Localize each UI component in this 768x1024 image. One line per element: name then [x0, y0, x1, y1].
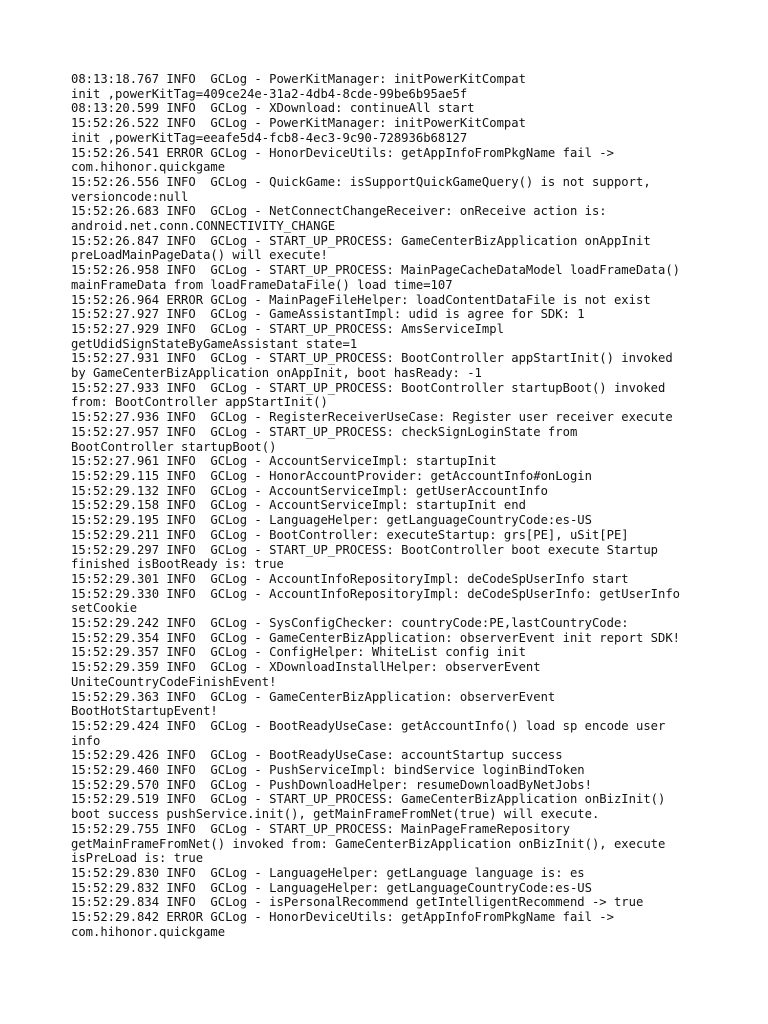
log-line: finished isBootReady is: true — [71, 557, 284, 572]
log-line: isPreLoad is: true — [71, 851, 204, 866]
log-line: 08:13:18.767 INFO GCLog - PowerKitManager: initPowerKitCompat — [71, 72, 526, 86]
log-line: setCookie — [71, 601, 138, 616]
log-line: 08:13:20.599 INFO GCLog - XDownload: continueAll start — [71, 101, 475, 116]
log-line: 15:52:29.354 INFO GCLog - GameCenterBizApplication: observerEvent init report SDK! — [71, 630, 681, 645]
log-line: 15:52:29.519 INFO GCLog - START_UP_PROCESS: GameCenterBizApplication onBizInit() — [71, 792, 666, 807]
log-line: init ,powerKitTag=eeafe5d4-fcb8-4ec3-9c90-728936b68127 — [71, 130, 468, 145]
log-line: 15:52:29.357 INFO GCLog - ConfigHelper: WhiteList config init — [71, 645, 526, 660]
log-line: 15:52:29.297 INFO GCLog - START_UP_PROCESS: BootController boot execute Startup — [71, 542, 658, 557]
log-line: UniteCountryCodeFinishEvent! — [71, 674, 277, 689]
log-line: 15:52:29.830 INFO GCLog - LanguageHelper: getLanguage language is: es — [71, 865, 585, 880]
log-line: 15:52:29.195 INFO GCLog - LanguageHelper: getLanguageCountryCode:es-US — [71, 513, 592, 528]
log-line: 15:52:27.936 INFO GCLog - RegisterReceiverUseCase: Register user receiver execute — [71, 410, 673, 425]
log-line: 15:52:29.570 INFO GCLog - PushDownloadHelper: resumeDownloadByNetJobs! — [71, 777, 592, 792]
log-line: preLoadMainPageData() will execute! — [71, 248, 328, 263]
log-line: 15:52:29.832 INFO GCLog - LanguageHelper: getLanguageCountryCode:es-US — [71, 880, 592, 895]
log-line: 15:52:29.301 INFO GCLog - AccountInfoRepositoryImpl: deCodeSpUserInfo start — [71, 571, 629, 586]
log-line: getUdidSignStateByGameAssistant state=1 — [71, 336, 358, 351]
log-line: 15:52:26.958 INFO GCLog - START_UP_PROCESS: MainPageCacheDataModel loadFrameData() — [71, 263, 681, 278]
log-line: 15:52:26.847 INFO GCLog - START_UP_PROCESS: GameCenterBizApplication onAppInit — [71, 233, 651, 248]
log-line: 15:52:29.158 INFO GCLog - AccountServiceImpl: startupInit end — [71, 498, 526, 513]
log-line: 15:52:26.522 INFO GCLog - PowerKitManager: initPowerKitCompat — [71, 116, 526, 131]
log-line: 15:52:29.330 INFO GCLog - AccountInfoRepositoryImpl: deCodeSpUserInfo: getUserInfo — [71, 586, 681, 601]
log-line: boot success pushService.init(), getMainFrameFromNet(true) will execute. — [71, 807, 600, 822]
log-line: 15:52:27.929 INFO GCLog - START_UP_PROCESS: AmsServiceImpl — [71, 321, 504, 336]
log-line: 15:52:26.964 ERROR GCLog - MainPageFileHelper: loadContentDataFile is not exist — [71, 292, 651, 307]
log-line: 15:52:29.242 INFO GCLog - SysConfigChecker: countryCode:PE,lastCountryCode: — [71, 616, 629, 631]
log-line: 15:52:27.961 INFO GCLog - AccountServiceImpl: startupInit — [71, 454, 497, 469]
log-line: 15:52:29.363 INFO GCLog - GameCenterBizApplication: observerEvent — [71, 689, 556, 704]
log-line: by GameCenterBizApplication onAppInit, boot hasReady: -1 — [71, 366, 482, 381]
log-line: versioncode:null — [71, 189, 189, 204]
log-line: BootController startupBoot() — [71, 439, 277, 454]
log-line: from: BootController appStartInit() — [71, 395, 328, 410]
log-line: getMainFrameFromNet() invoked from: GameCenterBizApplication onBizInit(), execute — [71, 836, 666, 851]
log-line: init ,powerKitTag=409ce24e-31a2-4db4-8cde-99be6b95ae5f — [71, 86, 468, 101]
log-line: 15:52:29.424 INFO GCLog - BootReadyUseCase: getAccountInfo() load sp encode user — [71, 718, 666, 733]
log-line: 15:52:27.931 INFO GCLog - START_UP_PROCESS: BootController appStartInit() invoked — [71, 351, 673, 366]
log-line: android.net.conn.CONNECTIVITY_CHANGE — [71, 219, 336, 234]
log-line: 15:52:26.541 ERROR GCLog - HonorDeviceUtils: getAppInfoFromPkgName fail -> — [71, 145, 614, 160]
log-line: 15:52:26.556 INFO GCLog - QuickGame: isSupportQuickGameQuery() is not support, — [71, 174, 651, 189]
log-line: com.hihonor.quickgame — [71, 924, 226, 939]
log-document — [71, 72, 711, 939]
log-line: 15:52:29.211 INFO GCLog - BootController: executeStartup: grs[PE], uSit[PE] — [71, 527, 629, 542]
log-line: 15:52:29.426 INFO GCLog - BootReadyUseCase: accountStartup success — [71, 748, 563, 763]
log-line: 15:52:29.460 INFO GCLog - PushServiceImpl: bindService loginBindToken — [71, 763, 585, 778]
log-line: 15:52:29.115 INFO GCLog - HonorAccountProvider: getAccountInfo#onLogin — [71, 468, 592, 483]
log-line: 15:52:29.132 INFO GCLog - AccountServiceImpl: getUserAccountInfo — [71, 483, 548, 498]
log-line: 15:52:27.933 INFO GCLog - START_UP_PROCESS: BootController startupBoot() invoked — [71, 380, 666, 395]
log-line: 15:52:27.927 INFO GCLog - GameAssistantImpl: udid is agree for SDK: 1 — [71, 307, 585, 322]
log-line: com.hihonor.quickgame — [71, 160, 226, 175]
log-line: 15:52:26.683 INFO GCLog - NetConnectChangeReceiver: onReceive action is: — [71, 204, 607, 219]
log-line: mainFrameData from loadFrameDataFile() load time=107 — [71, 277, 453, 292]
log-line: 15:52:29.755 INFO GCLog - START_UP_PROCESS: MainPageFrameRepository — [71, 821, 570, 836]
log-line: 15:52:29.842 ERROR GCLog - HonorDeviceUtils: getAppInfoFromPkgName fail -> — [71, 910, 614, 925]
log-line: 15:52:27.957 INFO GCLog - START_UP_PROCESS: checkSignLoginState from — [71, 424, 578, 439]
log-line: info — [71, 733, 101, 748]
log-line: 15:52:29.834 INFO GCLog - isPersonalRecommend getIntelligentRecommend -> true — [71, 895, 644, 910]
log-line: 15:52:29.359 INFO GCLog - XDownloadInstallHelper: observerEvent — [71, 660, 541, 675]
log-line: BootHotStartupEvent! — [71, 704, 218, 719]
